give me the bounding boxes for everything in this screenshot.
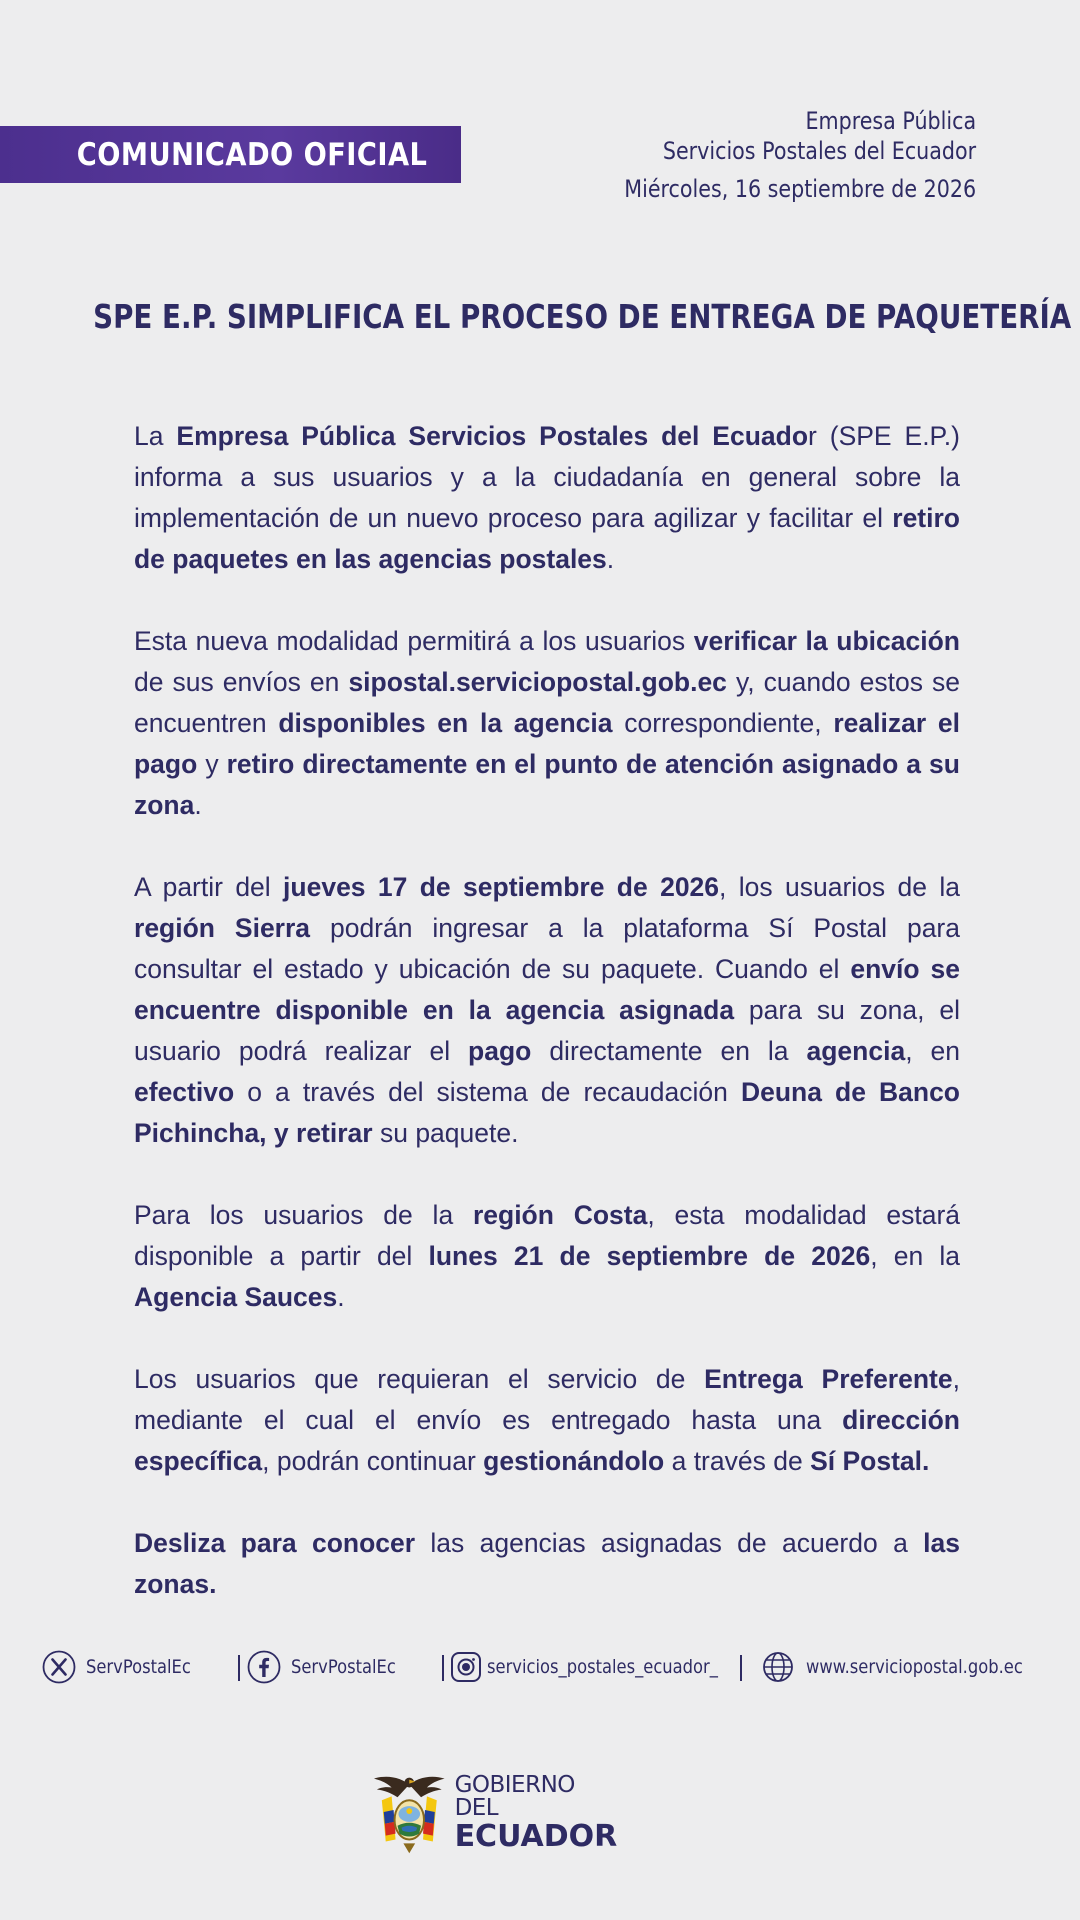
body-paragraph (134, 1195, 960, 1318)
x-link[interactable] (42, 1645, 208, 1689)
text-run: , mediante el cual el envío es entregado hasta una (134, 1364, 960, 1435)
bold-run: región Costa (472, 1200, 648, 1230)
social-links-bar (0, 1645, 1080, 1689)
bold-run: las zonas. (134, 1528, 960, 1599)
issuer-line-1: Empresa Pública (805, 107, 976, 135)
headline (0, 297, 1080, 336)
bold-run: jueves 17 de septiembre de 2026 (283, 872, 720, 902)
text-run: de sus envíos en (134, 667, 349, 697)
instagram-link[interactable] (450, 1645, 756, 1689)
body-paragraph (134, 416, 960, 580)
headline-text: SPE E.P. SIMPLIFICA EL PROCESO DE ENTREGA DE PAQUETERÍA (93, 297, 1072, 336)
text-run: A partir del (134, 872, 284, 902)
body-paragraph (134, 621, 960, 826)
instagram-icon (450, 1651, 482, 1683)
communique-body (134, 416, 960, 1646)
text-run: . (194, 790, 202, 820)
bold-run: envío se encuentre disponible en la agencia asignada (134, 954, 960, 1025)
website-url: www.serviciopostal.gob.ec (806, 1656, 1023, 1678)
bold-run: disponibles en la agencia (278, 708, 613, 738)
body-paragraph (134, 1523, 960, 1605)
text-run: , en (905, 1036, 961, 1066)
text-run: , en la (870, 1241, 960, 1271)
bold-run: lunes 21 de septiembre de 2026 (428, 1241, 871, 1271)
instagram-handle: servicios_postales_ecuador_ (487, 1656, 718, 1678)
logo-line-2: ECUADOR (454, 1819, 618, 1854)
official-communique-badge (0, 126, 461, 183)
bold-run: retiro de paquetes en las agencias postales (134, 503, 960, 574)
text-run: Esta nueva modalidad permitirá a los usuarios (134, 626, 694, 656)
facebook-link[interactable] (247, 1645, 413, 1689)
text-run: y, cuando estos se encuentren (134, 667, 960, 738)
coat-of-arms-icon (372, 1770, 447, 1856)
issuer-block (567, 106, 976, 204)
text-run: las agencias asignadas de acuerdo a (415, 1528, 924, 1558)
separator (442, 1655, 444, 1681)
text-run: podrán ingresar a la plataforma Sí Postal para consultar el estado y ubicación de su paquete. Cuando el (134, 913, 960, 984)
text-run: . (606, 544, 615, 574)
text-run: , los usuarios de la (719, 872, 960, 902)
badge-label: COMUNICADO OFICIAL (76, 136, 427, 173)
website-link[interactable] (762, 1645, 1058, 1689)
bold-run: agencia (806, 1036, 906, 1066)
text-run: , podrán continuar (262, 1446, 484, 1476)
text-run: Para los usuarios de la (134, 1200, 473, 1230)
separator (740, 1655, 742, 1681)
government-logo (372, 1770, 622, 1856)
bold-run: gestionándolo (483, 1446, 665, 1476)
bold-run: Desliza para conocer (134, 1528, 416, 1558)
logo-line-1: GOBIERNO DEL (454, 1772, 575, 1821)
bold-run: retiro directamente en el punto de atención asignado a su zona (134, 749, 960, 820)
bold-run: realizar el pago (134, 708, 961, 779)
bold-run: verificar la ubicación (693, 626, 960, 656)
body-paragraph (134, 1359, 960, 1482)
bold-run: sipostal.serviciopostal.gob.ec (348, 667, 727, 697)
bold-run: Deuna de Banco Pichincha, y retirar (134, 1077, 960, 1148)
globe-icon (762, 1651, 794, 1683)
bold-run: efectivo (134, 1077, 235, 1107)
bold-run: Empresa Pública Servicios Postales del Ecuado (176, 421, 809, 451)
body-paragraph (134, 867, 960, 1154)
x-icon (42, 1650, 76, 1684)
bold-run: pago (468, 1036, 532, 1066)
bold-run: Agencia Sauces (134, 1282, 338, 1312)
facebook-handle: ServPostalEc (291, 1656, 396, 1678)
issue-date: Miércoles, 16 septiembre de 2026 (624, 175, 976, 203)
x-handle: ServPostalEc (86, 1656, 191, 1678)
text-run: . (337, 1282, 345, 1312)
text-run: directamente en la (531, 1036, 807, 1066)
text-run: y (197, 749, 227, 779)
bold-run: región Sierra (134, 913, 311, 943)
bold-run: Entrega Preferente (704, 1364, 953, 1394)
bold-run: dirección específica (134, 1405, 960, 1476)
bold-run: Sí Postal. (810, 1446, 930, 1476)
issuer-line-2: Servicios Postales del Ecuador (662, 137, 976, 165)
text-run: Los usuarios que requieran el servicio de (134, 1364, 705, 1394)
text-run: r (SPE E.P.) informa a sus usuarios y a la ciudadanía en general sobre la implementación de un nuevo proceso para agilizar y facilitar el (134, 421, 960, 533)
text-run: correspondiente, (612, 708, 834, 738)
text-run: , esta modalidad estará disponible a partir del (134, 1200, 961, 1271)
separator (238, 1655, 240, 1681)
text-run: a través de (664, 1446, 811, 1476)
facebook-icon (247, 1650, 281, 1684)
text-run: o a través del sistema de recaudación (234, 1077, 741, 1107)
text-run: su paquete. (372, 1118, 519, 1148)
text-run: para su zona, el usuario podrá realizar el (134, 995, 960, 1066)
text-run: La (134, 421, 177, 451)
